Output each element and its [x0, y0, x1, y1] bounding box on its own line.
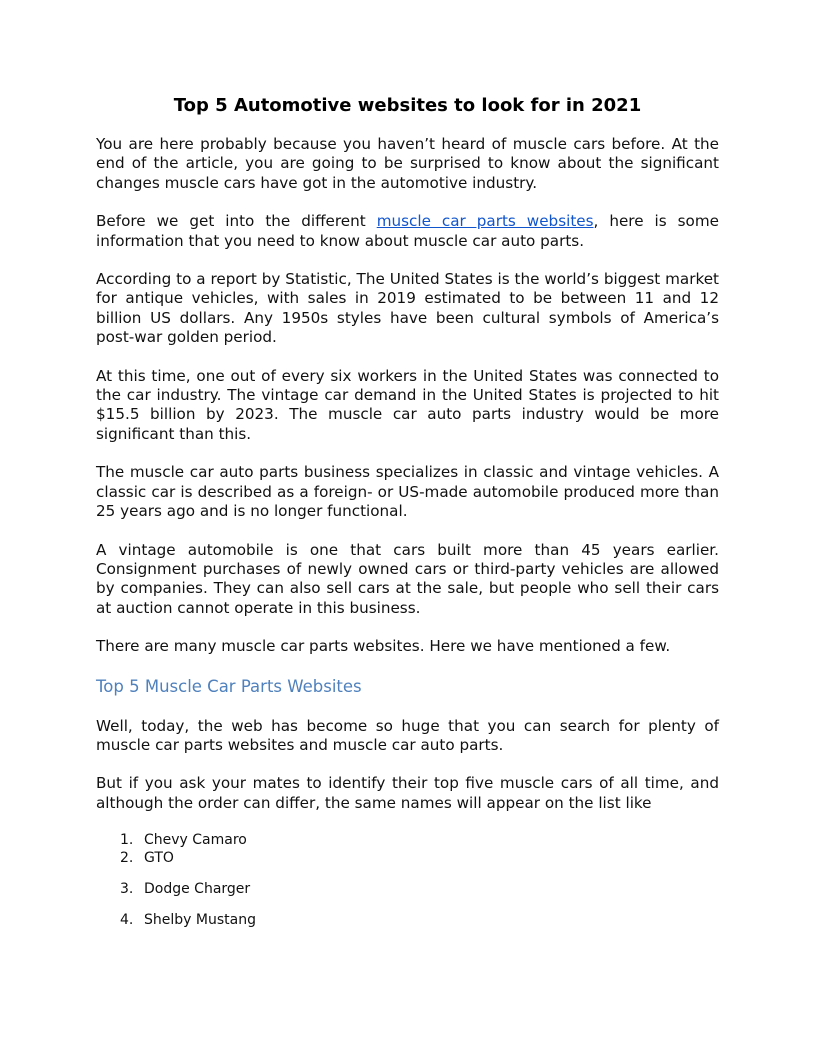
paragraph-top-five: But if you ask your mates to identify their top five muscle cars of all time, and although the order can differ, the same names will appear on the list like [96, 774, 719, 812]
document-body [96, 94, 719, 929]
document-title: Top 5 Automotive websites to look for in 2021 [173, 95, 642, 116]
list-item-label: Dodge Charger [144, 881, 251, 898]
muscle-car-parts-websites-link[interactable]: muscle car parts websites [376, 212, 594, 231]
paragraph-classic-cars: The muscle car auto parts business specializes in classic and vintage vehicles. A classic car is described as a foreign- or US-made automobile produced more than 25 years ago and is no longer functional. [96, 463, 719, 521]
list-item [96, 849, 719, 867]
list-number: 4. [120, 912, 134, 929]
list-item-label: Shelby Mustang [144, 912, 256, 929]
paragraph-text: , here is some information that you need to know about muscle car auto parts. [96, 212, 719, 250]
paragraph-car-industry: At this time, one out of every six workers in the United States was connected to the car industry. The vintage car demand in the United States is projected to hit $15.5 billion by 2023. The muscle car auto parts industry would be more significant than this. [96, 366, 719, 443]
list-item-label: GTO [144, 850, 174, 867]
paragraph-text: Before we get into the different [96, 212, 377, 231]
list-item [96, 911, 719, 929]
list-item [96, 880, 719, 898]
list-number: 2. [120, 850, 134, 867]
muscle-car-list [96, 831, 719, 929]
paragraph-web-search: Well, today, the web has become so huge that you can search for plenty of muscle car parts websites and muscle car auto parts. [96, 716, 719, 754]
paragraph-market-report: According to a report by Statistic, The United States is the world’s biggest market for antique vehicles, with sales in 2019 estimated to be between 11 and 12 billion US dollars. Any 1950s styles have been cultural symbols of America’s post-war golden period. [96, 270, 719, 347]
list-number: 3. [120, 881, 134, 898]
list-item [96, 831, 719, 849]
list-item-label: Chevy Camaro [144, 832, 247, 849]
section-heading: Top 5 Muscle Car Parts Websites [96, 676, 362, 696]
intro-paragraph: You are here probably because you haven’t heard of muscle cars before. At the end of the article, you are going to be surprised to know about the significant changes muscle cars have got in the automotive industry. [96, 135, 719, 192]
paragraph-websites-intro: There are many muscle car parts websites. Here we have mentioned a few. [96, 637, 671, 656]
paragraph-parts-intro [96, 212, 719, 251]
paragraph-vintage-cars: A vintage automobile is one that cars built more than 45 years earlier. Consignment purchases of newly owned cars or third-party vehicles are allowed by companies. They can also sell cars at the sale, but people who sell their cars at auction cannot operate in this business. [96, 540, 719, 617]
list-number: 1. [120, 832, 134, 849]
